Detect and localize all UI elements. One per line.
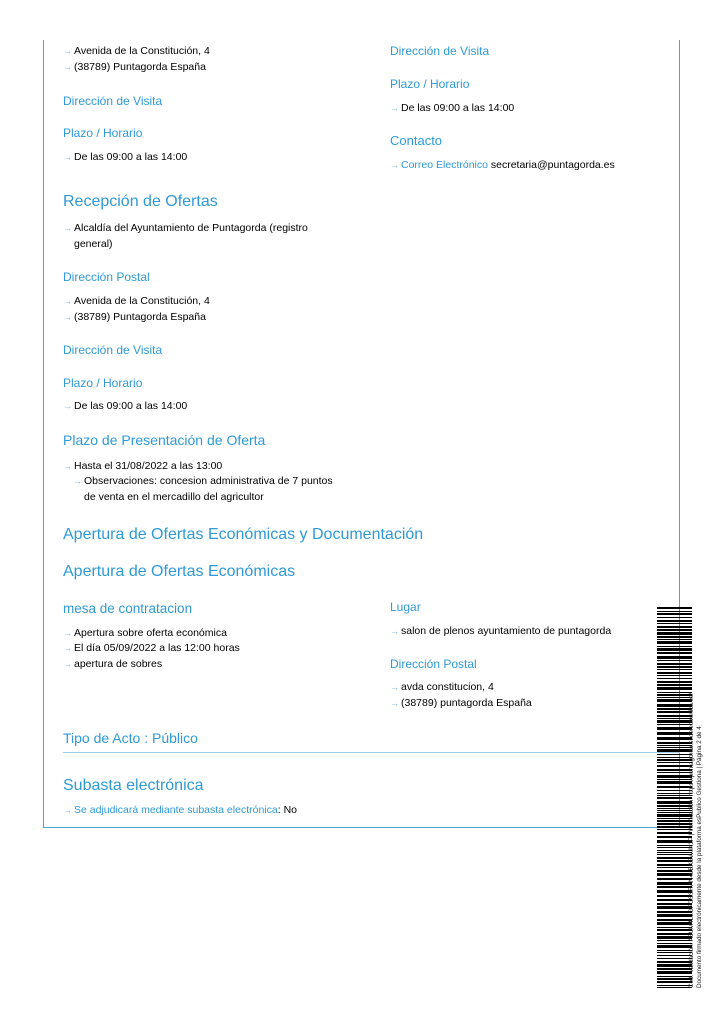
barcode-bar <box>657 870 692 872</box>
barcode-bar <box>657 715 692 717</box>
barcode-bar <box>657 727 692 730</box>
barcode-bar <box>657 678 692 679</box>
opening-subtitle: Apertura de Ofertas Económicas <box>63 563 296 580</box>
barcode-bar <box>657 775 692 778</box>
auction-title: Subasta electrónica <box>63 777 204 794</box>
top-right-visit-heading: Dirección de Visita <box>390 44 490 58</box>
barcode-bar <box>657 927 692 928</box>
barcode-bar <box>657 914 692 917</box>
barcode-bar <box>657 826 692 828</box>
arrow-icon: → <box>63 643 72 653</box>
arrow-icon: → <box>63 296 72 306</box>
barcode-bar <box>657 745 692 746</box>
barcode-bar <box>657 759 692 761</box>
barcode-bar <box>657 769 692 771</box>
barcode-bar <box>657 708 692 710</box>
top-left-schedule-heading: Plazo / Horario <box>63 126 143 140</box>
barcode-bar <box>657 663 692 665</box>
opening-postal-line-1: → avda constitucion, 4 <box>390 681 494 693</box>
barcode-bar <box>657 639 692 640</box>
reception-title: Recepción de Ofertas <box>63 193 218 210</box>
frame-bottom-border <box>43 827 680 828</box>
board-heading: mesa de contratacion <box>63 601 193 616</box>
auction-value: No <box>283 804 297 816</box>
barcode-bar <box>657 611 692 612</box>
barcode-bar <box>657 873 692 876</box>
barcode-bar <box>657 945 692 948</box>
board-item-3: → apertura de sobres <box>63 658 163 670</box>
barcode-bar <box>657 737 692 740</box>
barcode-bar <box>657 867 692 868</box>
arrow-icon: → <box>73 476 82 486</box>
arrow-icon: → <box>63 805 72 815</box>
barcode-bar <box>657 646 692 647</box>
top-left-address-line-1: → Avenida de la Constitución, 4 <box>63 45 210 57</box>
barcode-bar <box>657 919 692 921</box>
board-item-2: → El día 05/09/2022 a las 12:00 horas <box>63 642 240 654</box>
top-right-schedule-heading: Plazo / Horario <box>390 77 470 91</box>
validation-line-1: Cód. Validación: A5UM4LLGPGSSRAN4LEXSWJK3P | Verificación: https://puntagorda.sedelectronica.es/ <box>688 692 695 988</box>
auction-label: Se adjudicará mediante subasta electrónica <box>74 804 278 816</box>
barcode-bar <box>657 952 692 953</box>
opening-title: Apertura de Ofertas Económicas y Documentación <box>63 526 424 543</box>
deadline-until: → Hasta el 31/08/2022 a las 13:00 <box>63 460 223 472</box>
barcode-bar <box>657 652 692 654</box>
barcode-bar <box>657 747 692 748</box>
barcode-bar <box>657 852 692 853</box>
deadline-observations-line-1: → Observaciones: concesion administrativa de 7 puntos <box>73 475 333 487</box>
barcode-bar <box>657 697 692 698</box>
barcode-bar <box>657 692 692 693</box>
email-label: Correo Electrónico <box>401 159 488 171</box>
barcode-bar <box>657 786 692 788</box>
board-item-1: → Apertura sobre oferta económica <box>63 627 227 639</box>
barcode-bar <box>657 801 692 804</box>
barcode-bar <box>657 790 692 791</box>
barcode-bar <box>657 829 692 830</box>
validation-text <box>688 693 704 988</box>
barcode-bar <box>657 681 692 683</box>
reception-postal-heading: Dirección Postal <box>63 270 150 284</box>
barcode-bar <box>657 820 692 822</box>
deadline-observations-line-2: de venta en el mercadillo del agricultor <box>84 491 264 503</box>
barcode-bar <box>657 607 692 609</box>
arrow-icon: → <box>63 46 72 56</box>
top-left-visit-heading: Dirección de Visita <box>63 94 163 108</box>
barcode-bar <box>657 906 692 909</box>
barcode-bar <box>657 704 692 707</box>
barcode-bar <box>657 742 692 744</box>
reception-entity-line-2: general) <box>74 238 113 250</box>
barcode-bar <box>657 818 692 819</box>
barcode-bar <box>657 762 692 763</box>
reception-schedule-heading: Plazo / Horario <box>63 376 143 390</box>
barcode-bar <box>657 895 692 897</box>
reception-address-line-2: → (38789) Puntagorda España <box>63 311 206 323</box>
reception-visit-heading: Dirección de Visita <box>63 343 163 357</box>
barcode-bar <box>657 850 692 851</box>
barcode-bar <box>657 754 692 755</box>
barcode-bar <box>657 981 692 983</box>
top-right-schedule: → De las 09:00 a las 14:00 <box>390 102 515 114</box>
arrow-icon: → <box>390 698 399 708</box>
barcode-bar <box>657 617 692 618</box>
arrow-icon: → <box>390 160 399 170</box>
barcode-bar <box>657 732 692 735</box>
barcode-bar <box>657 805 692 807</box>
barcode-bar <box>657 765 692 767</box>
barcode-bar <box>657 666 692 668</box>
barcode-bar <box>657 936 692 939</box>
arrow-icon: → <box>63 62 72 72</box>
reception-address-line-1: → Avenida de la Constitución, 4 <box>63 295 210 307</box>
barcode-bar <box>657 812 692 813</box>
arrow-icon: → <box>390 103 399 113</box>
barcode-bar <box>657 955 692 956</box>
barcode-bar <box>657 632 692 635</box>
barcode-bar <box>657 958 692 959</box>
barcode-bar <box>657 860 692 862</box>
arrow-icon: → <box>63 659 72 669</box>
barcode-bar <box>657 854 692 855</box>
arrow-icon: → <box>63 401 72 411</box>
barcode-bar <box>657 718 692 719</box>
barcode-bar <box>657 808 692 809</box>
frame-left-border <box>43 40 44 828</box>
barcode-bar <box>657 749 692 752</box>
arrow-icon: → <box>63 152 72 162</box>
deadline-title: Plazo de Presentación de Oferta <box>63 432 266 448</box>
contact-email <box>390 157 615 173</box>
barcode-bar <box>657 623 692 624</box>
barcode-bar <box>657 971 692 974</box>
barcode-bar <box>657 987 692 988</box>
act-type: Tipo de Acto : Público <box>63 730 198 746</box>
arrow-icon: → <box>63 223 72 233</box>
reception-entity-line-1: → Alcaldía del Ayuntamiento de Puntagorda (registro <box>63 222 308 234</box>
barcode-bar <box>657 886 692 888</box>
barcode-bar <box>657 968 692 970</box>
barcode-bar <box>657 613 692 615</box>
place-heading: Lugar <box>390 600 421 614</box>
arrow-icon: → <box>390 626 399 636</box>
barcode-bar <box>657 847 692 848</box>
arrow-icon: → <box>63 628 72 638</box>
barcode-bar <box>657 793 692 794</box>
top-left-address-line-2: → (38789) Puntagorda España <box>63 61 206 73</box>
barcode-bar <box>657 720 692 723</box>
barcode-bar <box>657 629 692 631</box>
barcode-bar <box>657 675 692 676</box>
barcode-bar <box>657 890 692 893</box>
barcode-bar <box>657 687 692 690</box>
validation-barcode <box>657 607 692 989</box>
barcode-bar <box>657 840 692 843</box>
barcode-bar <box>657 882 692 885</box>
barcode-bar <box>657 832 692 834</box>
barcode-bar <box>657 672 692 674</box>
arrow-icon: → <box>63 312 72 322</box>
barcode-bar <box>657 976 692 977</box>
barcode-bar <box>657 857 692 859</box>
barcode-bar <box>657 978 692 980</box>
barcode-bar <box>657 878 692 880</box>
barcode-bar <box>657 922 692 925</box>
opening-postal-heading: Dirección Postal <box>390 657 477 671</box>
barcode-bar <box>657 711 692 713</box>
barcode-bar <box>657 836 692 838</box>
barcode-bar <box>657 641 692 644</box>
barcode-bar <box>657 845 692 846</box>
opening-postal-line-2: → (38789) puntagorda España <box>390 697 532 709</box>
barcode-bar <box>657 964 692 967</box>
barcode-bar <box>657 929 692 931</box>
top-left-schedule: → De las 09:00 a las 14:00 <box>63 151 188 163</box>
barcode-bar <box>657 781 692 784</box>
barcode-bar <box>657 911 692 913</box>
barcode-bar <box>657 757 692 758</box>
barcode-bar <box>657 626 692 628</box>
barcode-bar <box>657 656 692 659</box>
barcode-bar <box>657 899 692 901</box>
barcode-bar <box>657 950 692 951</box>
place-value: → salon de plenos ayuntamiento de puntagorda <box>390 625 612 637</box>
barcode-bar <box>657 864 692 866</box>
barcode-bar <box>657 943 692 944</box>
barcode-bar <box>657 772 692 773</box>
barcode-bar <box>657 985 692 986</box>
barcode-bar <box>657 961 692 963</box>
barcode-bar <box>657 795 692 796</box>
barcode-bar <box>657 648 692 651</box>
barcode-bar <box>657 684 692 686</box>
reception-schedule: → De las 09:00 a las 14:00 <box>63 400 188 412</box>
barcode-bar <box>657 669 692 670</box>
arrow-icon: → <box>390 682 399 692</box>
barcode-bar <box>657 779 692 780</box>
barcode-bar <box>657 694 692 696</box>
barcode-bar <box>657 940 692 941</box>
barcode-bar <box>657 620 692 622</box>
barcode-bar <box>657 814 692 817</box>
barcode-bar <box>657 699 692 702</box>
barcode-bar <box>657 724 692 725</box>
email-link[interactable]: secretaria@puntagorda.es <box>490 159 615 171</box>
arrow-icon: → <box>63 461 72 471</box>
section-divider <box>63 752 680 753</box>
validation-line-2: Documento firmado electrónicamente desde la plataforma esPublico Gestiona | Página 2 de 4 <box>696 726 703 988</box>
barcode-bar <box>657 823 692 825</box>
barcode-bar <box>657 810 692 811</box>
barcode-bar <box>657 903 692 905</box>
barcode-bar <box>657 933 692 935</box>
contact-heading: Contacto <box>390 133 443 148</box>
barcode-bar <box>657 636 692 638</box>
barcode-bar <box>657 660 692 661</box>
auction-line: → Se adjudicará mediante subasta electrónica: No <box>63 804 297 816</box>
barcode-bar <box>657 797 692 799</box>
